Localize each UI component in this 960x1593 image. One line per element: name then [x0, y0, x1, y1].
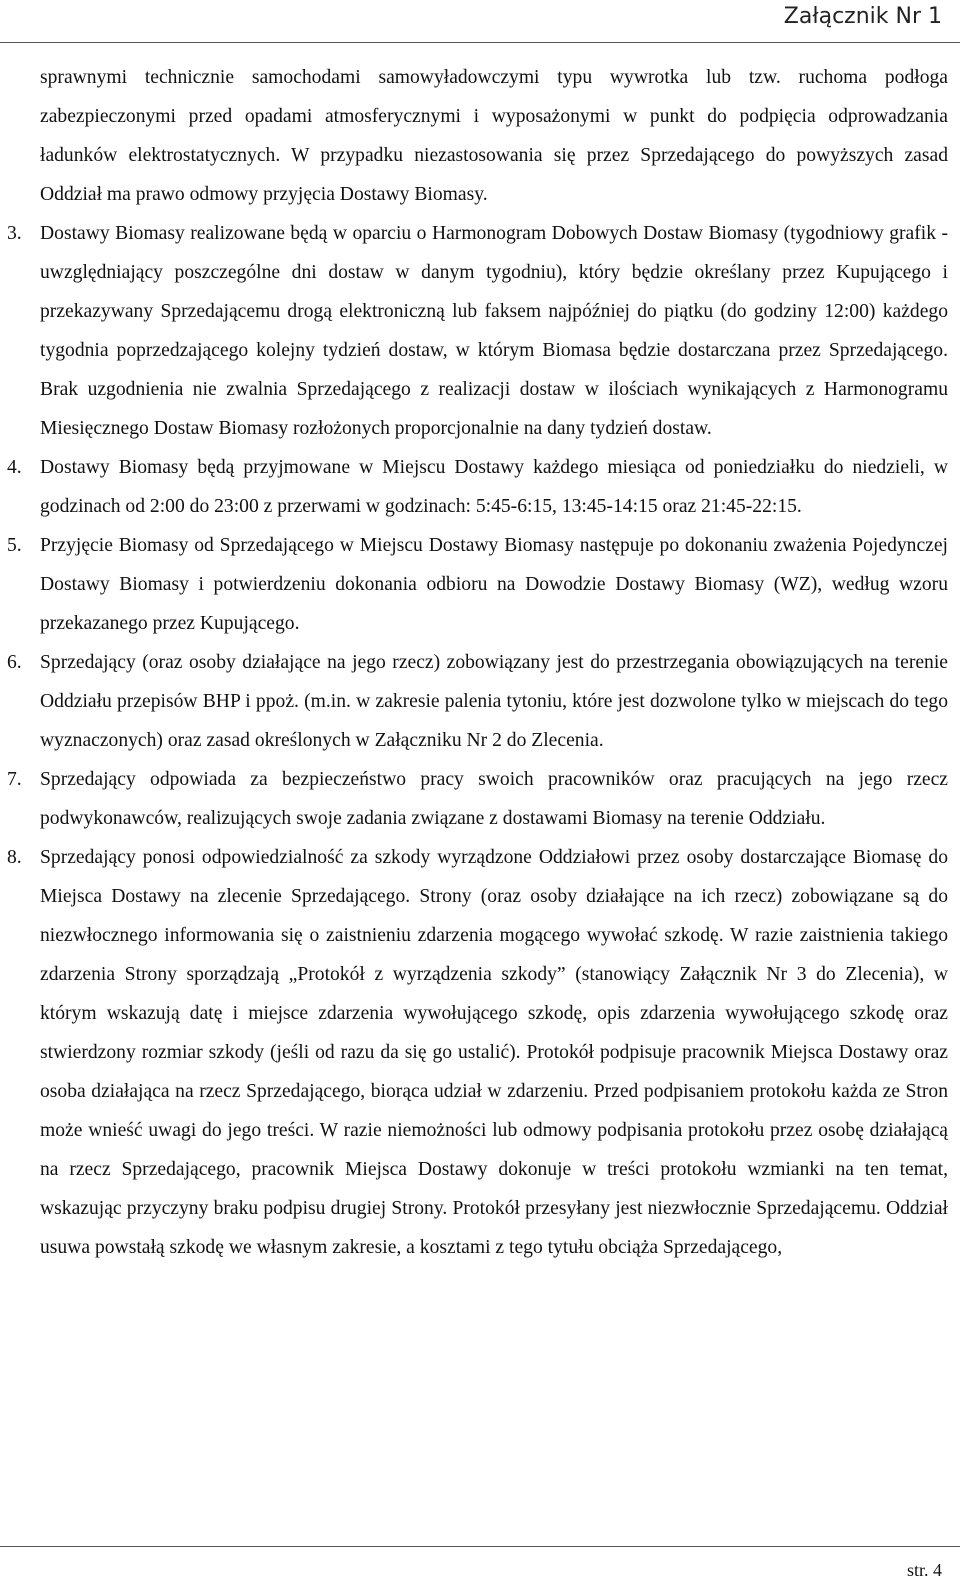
list-item-number: 7. [7, 769, 22, 790]
list-item [7, 214, 948, 448]
list-item [7, 526, 948, 643]
list-item-text: Dostawy Biomasy będą przyjmowane w Miejscu Dostawy każdego miesiąca od poniedziałku do niedzieli, w godzinach od 2:00 do 23:00 z przerwami w godzinach: 5:45-6:15, 13:45-14:15 oraz 21:45-22:15. [40, 457, 948, 517]
list-item [7, 838, 948, 1267]
list-item-text: Sprzedający ponosi odpowiedzialność za szkody wyrządzone Oddziałowi przez osoby dostarczające Biomasę do Miejsca Dostawy na zlecenie Sprzedającego. Strony (oraz osoby działające na ich rzecz) zobowiązane są do niezwłocznego informowania się o zaistnieniu zdarzenia mogącego wywołać szkodę. W razie zaistnienia takiego zdarzenia Strony sporządzają „Protokół z wyrządzenia szkody” (stanowiący Załącznik Nr 3 do Zlecenia), w którym wskazują datę i miejsce zdarzenia wywołującego szkodę, opis zdarzenia wywołującego szkodę oraz stwierdzony rozmiar szkody (jeśli od razu da się go ustalić). Protokół podpisuje pracownik Miejsca Dostawy oraz osoba działająca na rzecz Sprzedającego, biorąca udział w zdarzeniu. Przed podpisaniem protokołu każda ze Stron może wnieść uwagi do jego treści. W razie niemożności lub odmowy podpisania protokołu przez osobę działającą na rzecz Sprzedającego, pracownik Miejsca Dostawy dokonuje w treści protokołu wzmianki na ten temat, wskazując przyczyny braku podpisu drugiej Strony. Protokół przesyłany jest niezwłocznie Sprzedającemu. Oddział usuwa powstałą szkodę we własnym zakresie, a kosztami z tego tytułu obciąża Sprzedającego, [40, 847, 948, 1258]
list-item-number: 6. [7, 652, 22, 673]
list-item-text: Przyjęcie Biomasy od Sprzedającego w Miejscu Dostawy Biomasy następuje po dokonaniu zważenia Pojedynczej Dostawy Biomasy i potwierdzeniu dokonania odbioru na Dowodzie Dostawy Biomasy (WZ), według wzoru przekazanego przez Kupującego. [40, 535, 948, 634]
page-number: str. 4 [906, 1560, 942, 1580]
intro-paragraph: sprawnymi technicznie samochodami samowyładowczymi typu wywrotka lub tzw. ruchoma podłoga zabezpieczonymi przed opadami atmosferycznymi i wyposażonymi w punkt do podpięcia odprowadzania ładunków elektrostatycznych. W przypadku niezastosowania się przez Sprzedającego do powyższych zasad Oddział ma prawo odmowy przyjęcia Dostawy Biomasy. [40, 67, 948, 205]
list-item-text: Sprzedający (oraz osoby działające na jego rzecz) zobowiązany jest do przestrzegania obowiązujących na terenie Oddziału przepisów BHP i ppoż. (m.in. w zakresie palenia tytoniu, które jest dozwolone tylko w miejscach do tego wyznaczonych) oraz zasad określonych w Załączniku Nr 2 do Zlecenia. [40, 652, 948, 751]
list-item-text: Dostawy Biomasy realizowane będą w oparciu o Harmonogram Dobowych Dostaw Biomasy (tygodniowy grafik - uwzględniający poszczególne dni dostaw w danym tygodniu), który będzie określany przez Kupującego i przekazywany Sprzedającemu drogą elektroniczną lub faksem najpóźniej do piątku (do godziny 12:00) każdego tygodnia poprzedzającego kolejny tydzień dostaw, w którym Biomasa będzie dostarczana przez Sprzedającego. Brak uzgodnienia nie zwalnia Sprzedającego z realizacji dostaw w ilościach wynikających z Harmonogramu Miesięcznego Dostaw Biomasy rozłożonych proporcjonalnie na dany tydzień dostaw. [40, 223, 948, 439]
footer-divider [0, 1546, 960, 1547]
list-item [7, 643, 948, 760]
list-item-number: 8. [7, 847, 22, 868]
list-item-number: 3. [7, 223, 22, 244]
list-item [7, 448, 948, 526]
page-header [0, 0, 960, 43]
list-item-text: Sprzedający odpowiada za bezpieczeństwo pracy swoich pracowników oraz pracujących na jego rzecz podwykonawców, realizujących swoje zadania związane z dostawami Biomasy na terenie Oddziału. [40, 769, 948, 829]
list-item [7, 760, 948, 838]
list-item-number: 4. [7, 457, 22, 478]
header-title: Załącznik Nr 1 [783, 4, 942, 29]
document-body [7, 58, 948, 1267]
list-item-number: 5. [7, 535, 22, 556]
